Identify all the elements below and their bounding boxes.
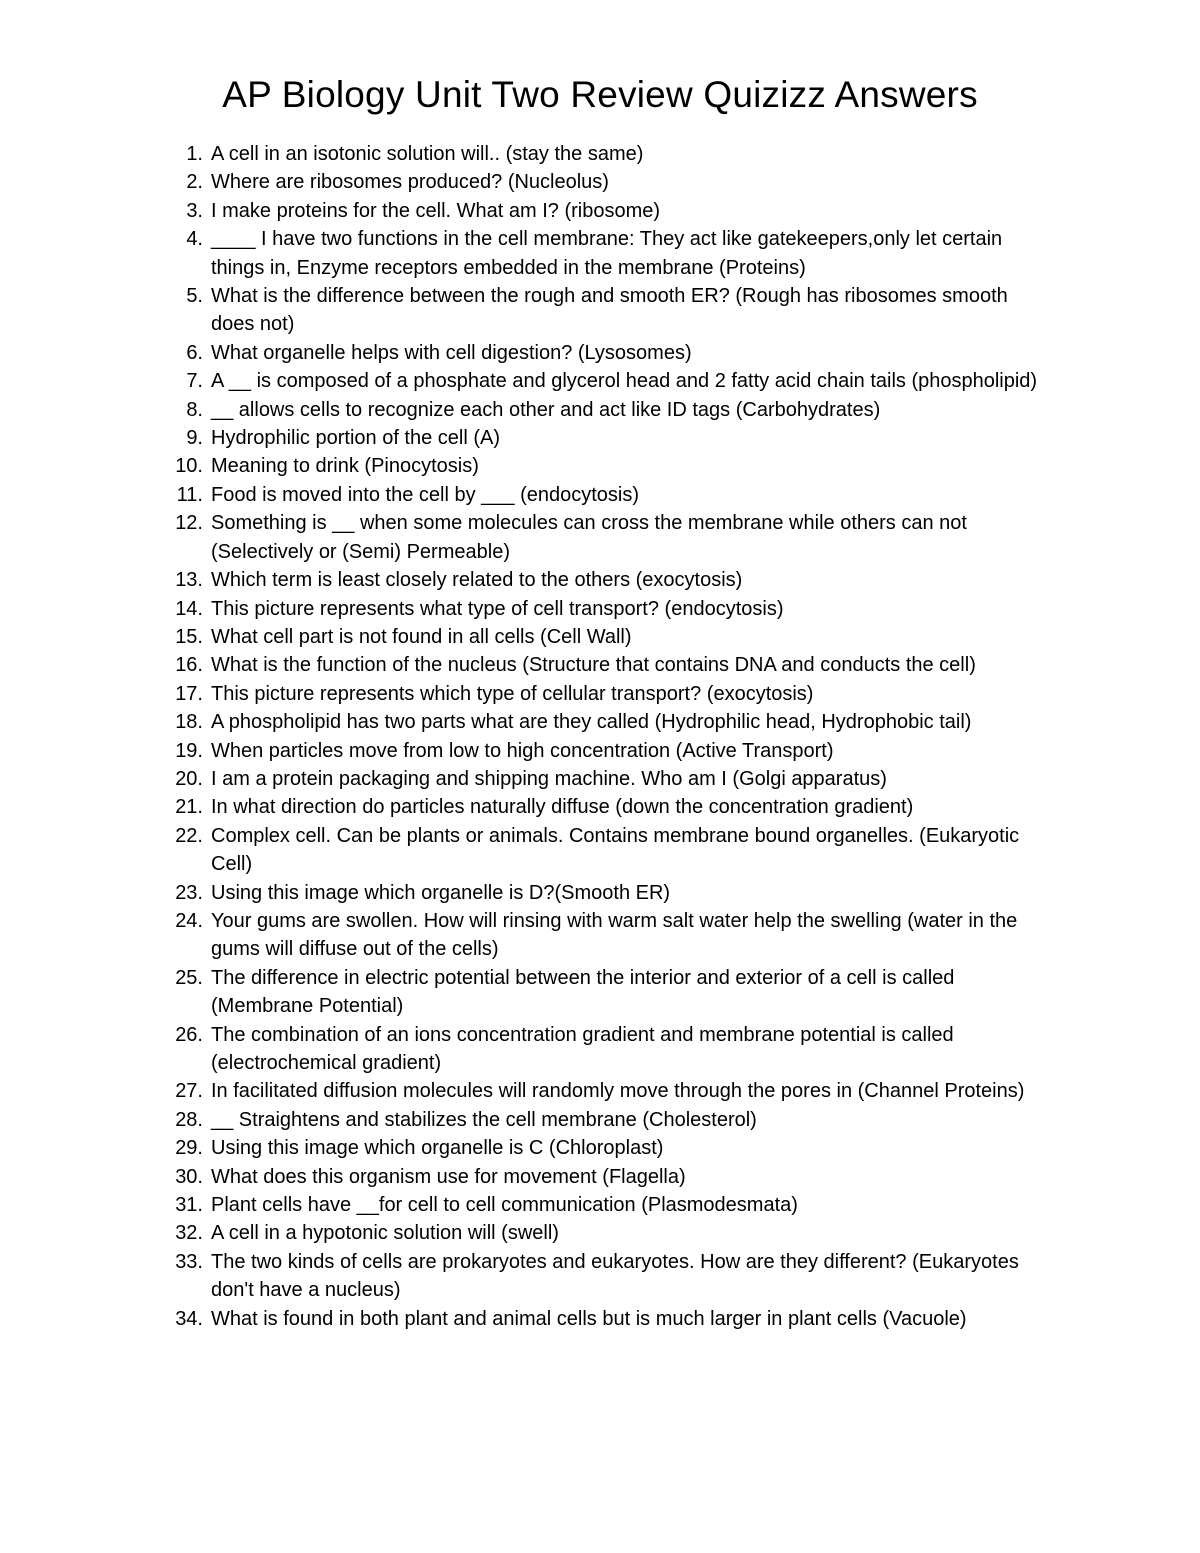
item-number: 17. [175,682,203,705]
item-text: Hydrophilic portion of the cell (A) [211,427,501,450]
list-item [155,424,1055,452]
item-number: 9. [186,427,203,450]
item-text: A cell in a hypotonic solution will (swell) [211,1222,559,1245]
list-item [155,793,1055,821]
item-text: A phospholipid has two parts what are they called (Hydrophilic head, Hydrophobic tail) [211,711,972,734]
item-number: 16. [175,654,203,677]
item-number: 25. [175,966,203,989]
list-item [155,1163,1055,1191]
item-text: What cell part is not found in all cells (Cell Wall) [211,625,632,648]
item-number: 20. [175,767,203,790]
item-number: 1. [186,143,203,165]
list-item [155,1106,1055,1134]
item-number: 5. [186,285,203,308]
item-number: 8. [186,398,203,421]
list-item [155,1077,1055,1105]
item-number: 14. [175,597,203,620]
list-item [155,1219,1055,1247]
list-item [155,1191,1055,1219]
item-text: This picture represents which type of cellular transport? (exocytosis) [211,682,814,705]
item-text: I am a protein packaging and shipping machine. Who am I (Golgi apparatus) [211,767,887,790]
item-number: 28. [175,1108,203,1131]
list-item [155,225,1055,282]
item-number: 26. [175,1023,203,1046]
item-number: 7. [186,370,203,393]
list-item [155,282,1055,339]
list-item [155,708,1055,736]
list-item [155,651,1055,679]
item-number: 10. [175,455,203,478]
item-text: What is the difference between the rough and smooth ER? (Rough has ribosomes smooth does not) [211,285,1008,336]
item-text: What organelle helps with cell digestion? (Lysosomes) [211,341,692,364]
list-item [155,680,1055,708]
item-number: 3. [186,199,203,222]
item-number: 29. [175,1137,203,1160]
item-number: 34. [175,1307,203,1330]
item-number: 6. [186,341,203,364]
item-number: 19. [175,739,203,762]
item-text: The combination of an ions concentration gradient and membrane potential is called (electrochemical gradient) [211,1023,954,1074]
list-item [155,509,1055,566]
item-text: When particles move from low to high concentration (Active Transport) [211,739,834,762]
list-item [155,737,1055,765]
list-item [155,396,1055,424]
item-text: What is found in both plant and animal cells but is much larger in plant cells (Vacuole) [211,1307,967,1330]
list-item [155,822,1055,879]
item-text: This picture represents what type of cell transport? (endocytosis) [211,597,784,620]
item-number: 32. [175,1222,203,1245]
item-number: 33. [175,1250,203,1273]
item-text: Where are ribosomes produced? (Nucleolus) [211,171,609,194]
item-number: 18. [175,711,203,734]
list-item [155,566,1055,594]
item-text: The difference in electric potential between the interior and exterior of a cell is called (Membrane Potential) [211,966,955,1018]
item-number: 24. [175,909,203,932]
list-item [155,623,1055,651]
list-item [155,879,1055,907]
list-item [155,765,1055,793]
item-number: 23. [175,881,203,904]
list-item [155,367,1055,395]
item-text: What is the function of the nucleus (Structure that contains DNA and conducts the cell) [211,654,976,677]
list-item [155,964,1055,1021]
item-text: A cell in an isotonic solution will.. (stay the same) [211,143,644,165]
item-text: In facilitated diffusion molecules will randomly move through the pores in (Channel Proteins) [211,1080,1025,1103]
list-item [155,481,1055,509]
item-number: 2. [186,171,203,194]
list-item [155,197,1055,225]
item-number: 22. [175,824,203,847]
item-number: 27. [175,1080,203,1103]
item-text: Using this image which organelle is C (Chloroplast) [211,1137,664,1160]
list-item [155,907,1055,964]
item-text: A __ is composed of a phosphate and glycerol head and 2 fatty acid chain tails (phospholipid) [211,370,1038,393]
item-text: Which term is least closely related to the others (exocytosis) [211,569,743,592]
item-number: 31. [175,1194,203,1217]
list-item [155,1021,1055,1078]
item-text: __ allows cells to recognize each other and act like ID tags (Carbohydrates) [211,398,881,421]
item-text: Your gums are swollen. How will rinsing with warm salt water help the swelling (water in the gums will diffuse out of the cells) [211,909,1018,961]
item-text: Complex cell. Can be plants or animals. Contains membrane bound organelles. (Eukaryotic Cell) [211,824,1020,876]
item-number: 30. [175,1165,203,1188]
list-item [155,595,1055,623]
item-text: The two kinds of cells are prokaryotes and eukaryotes. How are they different? (Eukaryotes don't have a nucleus) [211,1250,1019,1302]
item-text: Food is moved into the cell by ___ (endocytosis) [211,483,639,506]
list-item [155,1134,1055,1162]
list-item [155,140,1055,168]
list-item [155,168,1055,196]
item-text: Something is __ when some molecules can cross the membrane while others can not (Selectively or (Semi) Permeable) [211,512,967,563]
item-text: I make proteins for the cell. What am I? (ribosome) [211,199,661,222]
item-number: 11. [176,483,203,506]
list-item [155,339,1055,367]
item-text: Meaning to drink (Pinocytosis) [211,455,479,478]
item-text: ____ I have two functions in the cell membrane: They act like gatekeepers,only let certain things in, Enzyme receptors embedded in the membrane (Proteins) [211,228,1003,279]
list-item [155,452,1055,480]
list-item [155,1248,1055,1305]
question-list [155,140,1055,1333]
item-number: 13. [175,569,203,592]
item-text: Plant cells have __for cell to cell communication (Plasmodesmata) [211,1194,798,1217]
item-text: What does this organism use for movement (Flagella) [211,1165,686,1188]
item-text: __ Straightens and stabilizes the cell membrane (Cholesterol) [211,1108,757,1131]
item-number: 15. [175,625,203,648]
item-text: Using this image which organelle is D?(Smooth ER) [211,881,671,904]
item-number: 21. [175,796,203,819]
item-text: In what direction do particles naturally diffuse (down the concentration gradient) [211,796,914,819]
item-number: 12. [175,512,203,535]
page-title: AP Biology Unit Two Review Quizizz Answers [222,74,978,115]
list-item [155,1305,1055,1333]
item-number: 4. [186,228,203,251]
